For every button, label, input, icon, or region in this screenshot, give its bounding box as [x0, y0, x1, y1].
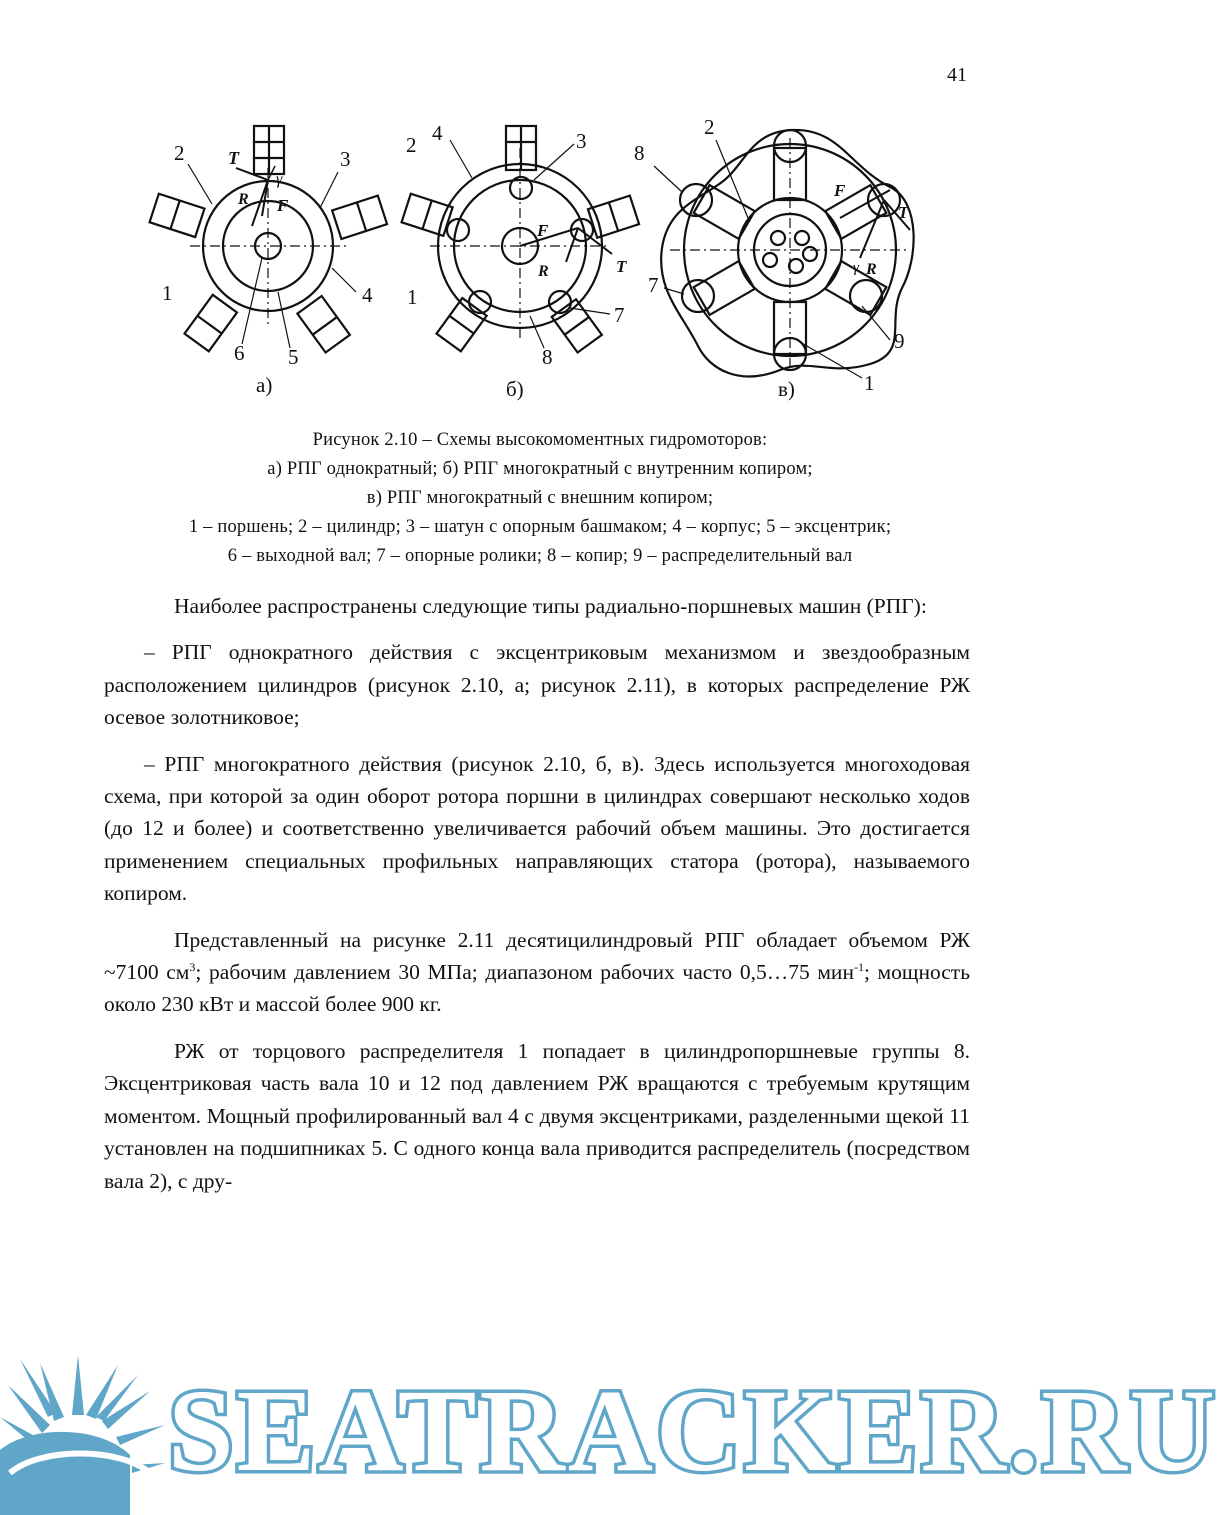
svg-text:5: 5 — [288, 345, 299, 369]
svg-text:7: 7 — [648, 273, 659, 297]
svg-text:7: 7 — [614, 303, 625, 327]
svg-text:8: 8 — [634, 141, 645, 165]
svg-text:1: 1 — [162, 281, 173, 305]
paragraph-distributor: РЖ от торцового распределителя 1 попадает в цилиндропоршневые группы 8. Эксцентриковая часть вала 10 и 12 под давлением РЖ вращаются с требуемым крутящим моментом. Мощный профилированный вал 4 с двумя эксцентриками, разделенными щекой 11 установлен на подшипниках 5. С одного конца вала приводится распределитель (посредством вала 2), с дру- — [104, 1038, 970, 1193]
scheme-a-single-action — [150, 126, 388, 397]
svg-text:T: T — [898, 203, 909, 222]
caption-legend-2: 6 – выходной вал; 7 – опорные ролики; 8 – копир; 9 – распределительный вал — [227, 546, 853, 566]
caption-legend-1: 1 – поршень; 2 – цилиндр; 3 – шатун с опорным башмаком; 4 – корпус; 5 – эксцентрик; — [188, 517, 892, 537]
figure-hydromotor-schemes — [150, 108, 940, 408]
svg-text:2: 2 — [174, 141, 185, 165]
watermark-text: SEATRACKER.RU — [168, 1365, 1218, 1496]
scheme-b-internal-copier — [402, 121, 640, 401]
svg-text:4: 4 — [362, 283, 373, 307]
subfig-a-label: а) — [256, 373, 273, 397]
svg-text:T: T — [616, 257, 627, 276]
svg-text:8: 8 — [542, 345, 553, 369]
svg-text:3: 3 — [576, 129, 587, 153]
svg-text:F: F — [834, 181, 846, 200]
caption-line-c: в) РПГ многократный с внешним копиром; — [366, 488, 714, 508]
figure-caption — [100, 426, 980, 571]
paragraph-single-action: – РПГ однократного действия с эксцентриковым механизмом и звездообразным расположением цилиндров (рисунок 2.10, а; рисунок 2.11), в которых распределение РЖ осевое золотниковое; — [104, 640, 970, 730]
svg-text:3: 3 — [340, 147, 351, 171]
svg-text:2: 2 — [704, 115, 715, 139]
body-text — [104, 590, 970, 1197]
scheme-c-external-copier — [634, 115, 914, 401]
force-T-label: T — [228, 148, 239, 168]
svg-text:γ: γ — [853, 260, 859, 276]
paragraph-specs: Представленный на рисунке 2.11 десятицилиндровый РПГ обладает объемом РЖ ~7100 $см^3$; рабочим давлением 30 МПа; диапазоном рабочих часто 0,5…75 мин$^{-1}$; мощность около 230 кВт и массой более 900 кг. — [104, 927, 971, 1017]
caption-line-a-b: а) РПГ однократный; б) РПГ многократный с внутренним копиром; — [267, 459, 813, 479]
svg-text:2: 2 — [406, 133, 417, 157]
svg-text:R: R — [238, 191, 249, 208]
svg-text:9: 9 — [894, 329, 905, 353]
page-number: 41 — [947, 64, 967, 86]
svg-text:4: 4 — [432, 121, 443, 145]
paragraph-multi-action: – РПГ многократного действия (рисунок 2.10, б, в). Здесь используется многоходовая схема, при которой за один оборот ротора поршни в цилиндрах совершают несколько ходов (до 12 и более) и соответственно увеличивается рабочий объем машины. Это достигается применением специальных профильных направляющих статора (ротора), называемого копиром. — [104, 751, 970, 906]
subfig-c-label: в) — [778, 377, 795, 401]
svg-text:F: F — [537, 221, 549, 240]
svg-text:1: 1 — [407, 285, 418, 309]
svg-text:1: 1 — [864, 371, 875, 395]
svg-text:R: R — [866, 261, 877, 278]
caption-title: Рисунок 2.10 – Схемы высокомоментных гидромоторов: — [312, 430, 768, 450]
svg-text:F: F — [277, 196, 289, 215]
paragraph-intro: Наиболее распространены следующие типы радиально-поршневых машин (РПГ): — [174, 594, 927, 618]
svg-text:6: 6 — [234, 341, 245, 365]
subfig-b-label: б) — [506, 377, 524, 401]
svg-text:γ: γ — [276, 171, 283, 188]
svg-text:R: R — [538, 263, 549, 280]
